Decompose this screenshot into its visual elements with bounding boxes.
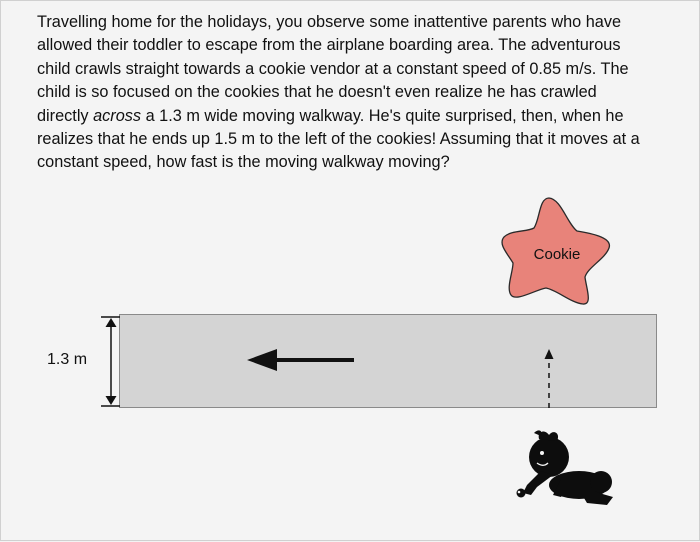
problem-line: realizes that he ends up 1.5 m to the left of the cookies! Assuming that it moves at a: [37, 130, 640, 149]
problem-text-segment: a 1.3 m wide moving walkway. He's quite surprised, then, when he: [141, 106, 624, 125]
walkway-direction-arrow: [247, 349, 354, 371]
problem-line: Travelling home for the holidays, you observe some inattentive parents who have: [37, 13, 622, 31]
problem-line: child is so focused on the cookies that he doesn't even realize he has crawled: [37, 83, 597, 102]
child-path-arrow: [545, 349, 554, 411]
width-dimension-arrow: [101, 317, 120, 406]
emphasis-across: across: [93, 106, 142, 125]
toddler-silhouette-icon: [517, 430, 614, 505]
problem-text-segment: directly: [37, 106, 94, 125]
diagram-overlay: [1, 1, 700, 542]
cookie-label: Cookie: [533, 246, 581, 263]
walkway-width-label: 1.3 m: [47, 351, 88, 368]
problem-line: child crawls straight towards a cookie vendor at a constant speed of 0.85 m/s. The: [37, 59, 629, 78]
problem-line: constant speed, how fast is the moving walkway moving?: [37, 153, 450, 172]
problem-line: allowed their toddler to escape from the airplane boarding area. The adventurous: [37, 36, 621, 55]
